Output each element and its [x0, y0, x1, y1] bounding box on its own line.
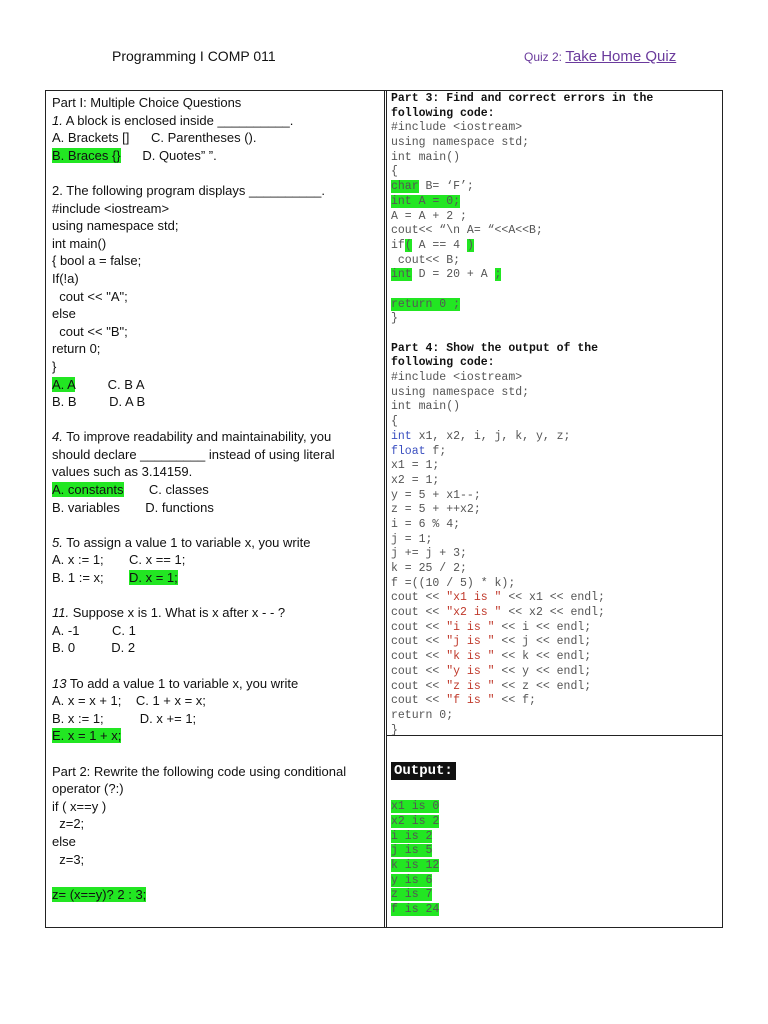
q1-option-d: D. Quotes” ”.: [142, 147, 217, 163]
part4-int-keyword: int: [391, 429, 412, 443]
part2-title-line1: Part 2: Rewrite the following code using conditional: [52, 763, 347, 779]
q11-options-row1: [52, 622, 378, 640]
part4-code-line: using namespace std;: [391, 385, 530, 399]
part4-cout: cout << "k is " << k << endl;: [391, 650, 592, 664]
part4-code-line: [391, 445, 721, 460]
q2-option-b: B. B: [52, 394, 77, 410]
q2-code-line: { bool a = false;: [52, 253, 142, 269]
q13-options-row1: [52, 692, 378, 710]
part2-code-line: if ( x==y ): [52, 798, 107, 814]
output-line: i is 2: [391, 829, 433, 843]
part3-code-line: [391, 195, 721, 210]
q5-text: To assign a value 1 to variable x, you write: [62, 534, 311, 550]
part4-stmt: z = 5 + ++x2;: [391, 503, 481, 517]
part3-if: if: [391, 238, 405, 252]
q4-options-row1: [52, 481, 378, 499]
q5-options-row2: [52, 569, 378, 587]
q4-option-d: D. functions: [145, 499, 214, 515]
part3-code-line: A = A + 2 ;: [391, 209, 467, 223]
q2-code-line: cout << "B";: [52, 323, 128, 339]
part2-answer-text: z= (x==y)? 2 : 3;: [52, 886, 147, 902]
q4-option-b: B. variables: [52, 499, 120, 515]
column-divider: [384, 91, 385, 927]
q2-code-line: else: [52, 306, 76, 322]
q1-option-b: B. Braces {}: [52, 147, 121, 163]
q4-number: 4.: [52, 429, 63, 445]
take-home-quiz-link[interactable]: Take Home Quiz: [565, 48, 677, 65]
part4-cout: cout << "f is " << f;: [391, 694, 536, 708]
left-column: [52, 94, 378, 903]
q5-options-row1: [52, 551, 378, 569]
q13-text: To add a value 1 to variable x, you write: [66, 675, 299, 691]
output-line: k is 12: [391, 859, 440, 872]
q2-option-d: D. A B: [109, 394, 146, 410]
q2-code-line: return 0;: [52, 341, 101, 357]
part4-float-decl: f;: [425, 444, 447, 458]
q4-text-line2: should declare _________ instead of using literal: [52, 446, 335, 462]
q1-options-row1: [52, 129, 378, 147]
part3-code-line: #include <iostream>: [391, 121, 523, 135]
part2-code-line: z=2;: [52, 816, 85, 832]
quiz-label: Quiz 2:: [524, 50, 566, 64]
part2-answer: [52, 886, 378, 904]
q13-option-a: A. x = x + 1;: [52, 693, 122, 709]
q1-option-a: A. Brackets []: [52, 130, 130, 146]
part3-if-cond: A == 4: [411, 238, 467, 252]
part4-stmt: x2 = 1;: [391, 473, 440, 487]
part3-code-line: [391, 239, 721, 254]
part3-title-line2: following code:: [391, 106, 495, 120]
output-line: y is 6: [391, 873, 433, 887]
part3-code-line: using namespace std;: [391, 136, 530, 150]
part4-stmt: f =((10 / 5) * k);: [391, 576, 516, 590]
part4-cout: cout << "j is " << j << endl;: [391, 635, 592, 649]
q2-code-line: If(!a): [52, 270, 79, 286]
part3-code-line: int main(): [391, 150, 461, 164]
part2-code-line: else: [52, 833, 76, 849]
part3-char-decl: B= ‘F’;: [418, 180, 474, 194]
part4-return: return 0;: [391, 708, 454, 722]
q2-code-line: int main(): [52, 235, 107, 251]
q11-text: Suppose x is 1. What is x after x - - ?: [69, 605, 286, 621]
quiz-header: [524, 48, 676, 65]
q4-text-line3: values such as 3.14159.: [52, 464, 193, 480]
part4-title-line1: Part 4: Show the output of the: [391, 341, 599, 355]
q2-option-c: C. B A: [107, 376, 145, 392]
part3-fix-char: char: [391, 180, 419, 194]
q5-option-b: B. 1 := x;: [52, 570, 104, 586]
output-line: x2 is 2: [391, 814, 440, 828]
q13-option-e: E. x = 1 + x;: [52, 728, 122, 744]
part4-cout: cout << "i is " << i << endl;: [391, 620, 592, 634]
output-line: z is 7: [391, 888, 433, 902]
q11-option-d: D. 2: [111, 640, 136, 656]
course-title: Programming I COMP 011: [112, 48, 276, 64]
q4-text-line1: To improve readability and maintainability, you: [62, 429, 332, 445]
part4-stmt: j = 1;: [391, 532, 433, 546]
q11-option-c: C. 1: [111, 622, 136, 638]
part3-code-line: }: [391, 312, 398, 326]
quiz-table: [45, 90, 723, 928]
part4-int-decl: x1, x2, i, j, k, y, z;: [411, 429, 571, 443]
part3-code-line: cout<< “\n A= “<<A<<B;: [391, 224, 543, 238]
q1-question: [52, 112, 378, 130]
column-divider-inner: [386, 91, 387, 927]
part4-close-brace: }: [391, 723, 398, 737]
q2-code-line: using namespace std;: [52, 218, 179, 234]
part3-code-line: [391, 268, 721, 283]
part2-code-line: z=3;: [52, 851, 85, 867]
part4-title-line2: following code:: [391, 356, 495, 370]
right-column: [391, 92, 721, 918]
part4-stmt: x1 = 1;: [391, 459, 440, 473]
q13-option-c: C. 1 + x = x;: [135, 693, 206, 709]
part3-code-line: cout<< B;: [391, 253, 461, 267]
q13-options-row3: [52, 727, 378, 745]
q11-number: 11.: [52, 605, 70, 621]
q2-question: 2. The following program displays __________.: [52, 182, 325, 198]
q4-question: [52, 428, 378, 446]
q4-options-row2: [52, 499, 378, 517]
part3-d-decl: D = 20 + A: [411, 268, 495, 282]
q2-code-line: }: [52, 358, 57, 374]
q2-options-row2: [52, 393, 378, 411]
q2-option-a: A. A: [52, 376, 76, 392]
output-line: f is 24: [391, 903, 440, 917]
part4-stmt: i = 6 % 4;: [391, 517, 461, 531]
part3-fix-int-a: int A = 0;: [391, 194, 461, 208]
q5-option-a: A. x := 1;: [52, 552, 104, 568]
part4-cout: cout << "y is " << y << endl;: [391, 664, 592, 678]
q13-option-d: D. x += 1;: [139, 710, 197, 726]
q5-question: [52, 534, 378, 552]
part3-code-line: [391, 298, 721, 313]
q5-number: 5.: [52, 534, 63, 550]
q5-option-d: D. x = 1;: [128, 570, 178, 586]
q1-text: A block is enclosed inside __________.: [62, 112, 294, 128]
q4-option-a: A. constants: [52, 482, 124, 498]
q11-question: [52, 604, 378, 622]
output-title: Output:: [391, 762, 456, 780]
q1-number: 1.: [52, 112, 63, 128]
part4-cout: cout << "x1 is " << x1 << endl;: [391, 591, 605, 605]
part4-cout: cout << "z is " << z << endl;: [391, 679, 592, 693]
part4-stmt: j += j + 3;: [391, 547, 467, 561]
output-line: j is 5: [391, 844, 433, 858]
q13-number: 13: [52, 675, 67, 691]
part3-fix-int-d: int: [391, 268, 412, 282]
part4-stmt: y = 5 + x1--;: [391, 488, 481, 502]
q1-options-row2: [52, 147, 378, 165]
part4-cout: cout << "x2 is " << x2 << endl;: [391, 606, 605, 620]
part4-code-line: #include <iostream>: [391, 371, 523, 385]
q13-question: [52, 675, 378, 693]
part2-title-line2: operator (?:): [52, 781, 124, 797]
q13-option-b: B. x := 1;: [52, 710, 104, 726]
part4-code-line: [391, 430, 721, 445]
part3-fix-return: return 0 ;: [391, 297, 461, 311]
q4-option-c: C. classes: [148, 482, 209, 498]
part1-title: Part I: Multiple Choice Questions: [52, 95, 242, 110]
part4-code-line: {: [391, 415, 398, 429]
part3-title-line1: Part 3: Find and correct errors in the: [391, 92, 654, 105]
q11-option-a: A. -1: [52, 622, 80, 638]
part4-float-keyword: float: [391, 444, 426, 458]
q2-code-line: #include <iostream>: [52, 200, 170, 216]
output-line: x1 is 0: [391, 800, 440, 814]
q11-options-row2: [52, 639, 378, 657]
part3-fix-semicolon: ;: [494, 268, 502, 282]
part4-stmt: k = 25 / 2;: [391, 562, 467, 575]
part3-code-line: {: [391, 165, 398, 179]
part3-fix-close-paren: ): [466, 238, 474, 252]
output-separator: [387, 735, 723, 736]
q1-option-c: C. Parentheses ().: [150, 130, 257, 146]
part3-fix-open-paren: (: [404, 238, 412, 252]
q2-code-line: cout << "A";: [52, 288, 128, 304]
q2-options-row1: [52, 376, 378, 394]
part3-code-line: [391, 180, 721, 195]
q5-option-c: C. x == 1;: [128, 552, 186, 568]
part4-code-line: int main(): [391, 400, 461, 414]
q13-options-row2: [52, 710, 378, 728]
q11-option-b: B. 0: [52, 640, 76, 656]
